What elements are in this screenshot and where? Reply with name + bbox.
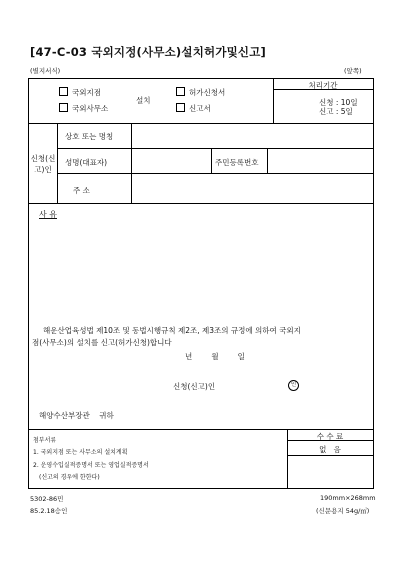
- rrn-field[interactable]: [269, 150, 371, 172]
- option-overseas-branch[interactable]: 국외지점: [59, 87, 101, 98]
- checkbox-icon[interactable]: [176, 103, 185, 112]
- attachment-item-1: 1. 국외지점 또는 사무소의 설치계획: [33, 449, 128, 456]
- seal-icon: 인: [288, 380, 299, 391]
- processing-report-days: 신고 : 5일: [319, 107, 353, 116]
- name-field[interactable]: [133, 150, 209, 172]
- front-side-label: (앞쪽): [344, 67, 362, 75]
- address-label: 주 소: [73, 186, 90, 195]
- rrn-label: 주민등록번호: [215, 158, 259, 167]
- fee-label: 수 수 료: [316, 432, 344, 441]
- attachment-item-2: 2. 운영수입실적증명서 또는 영업실적증명서: [33, 462, 149, 469]
- option-overseas-office[interactable]: 국외사무소: [59, 103, 108, 114]
- address-field[interactable]: [133, 175, 371, 202]
- reason-label: 사 유: [39, 210, 57, 219]
- application-form: [28, 78, 374, 489]
- name-label: 성명(대표자): [65, 158, 108, 167]
- option-permit-application[interactable]: 허가신청서: [176, 87, 225, 98]
- attachment-item-2-note: (신고의 경우에 한한다): [39, 474, 100, 481]
- applicant-group-label: 신청(신 고)인: [30, 154, 56, 174]
- declaration-date: 년 월 일: [185, 352, 245, 361]
- attachments-title: 첨부서류: [33, 437, 57, 444]
- declaration-text-line2: 점(사무소)의 설치를 신고(허가신청)합니다: [32, 338, 172, 347]
- checkbox-icon[interactable]: [59, 103, 68, 112]
- applicant-signature-label: 신청(신고)인: [173, 382, 216, 391]
- approval-date: 85.2.18승인: [30, 507, 68, 515]
- option-report[interactable]: 신고서: [176, 103, 211, 114]
- setup-label: 설치: [136, 96, 151, 105]
- processing-application-days: 신청 : 10일: [319, 98, 358, 107]
- paper-type: (신문용지 54g/㎡): [316, 507, 370, 515]
- form-label: (별지서식): [30, 67, 61, 75]
- trade-name-label: 상호 또는 명칭: [65, 132, 114, 141]
- reason-field[interactable]: [33, 221, 369, 311]
- addressee-label: 해양수산부장관 귀하: [39, 411, 114, 420]
- form-number: 5302-86민: [30, 495, 64, 503]
- paper-size: 190mm×268mm: [320, 494, 376, 502]
- fee-value: 없 음: [319, 445, 341, 454]
- processing-period-label: 처리기간: [308, 81, 338, 90]
- trade-name-field[interactable]: [133, 125, 371, 147]
- form-title: [47-C-03 국외지정(사무소)설치허가및신고]: [30, 45, 267, 59]
- checkbox-icon[interactable]: [176, 87, 185, 96]
- checkbox-icon[interactable]: [59, 87, 68, 96]
- declaration-text-line1: 해운산업육성법 제10조 및 동법시행규칙 제2조, 제3조의 규정에 의하여 국외지: [43, 326, 301, 335]
